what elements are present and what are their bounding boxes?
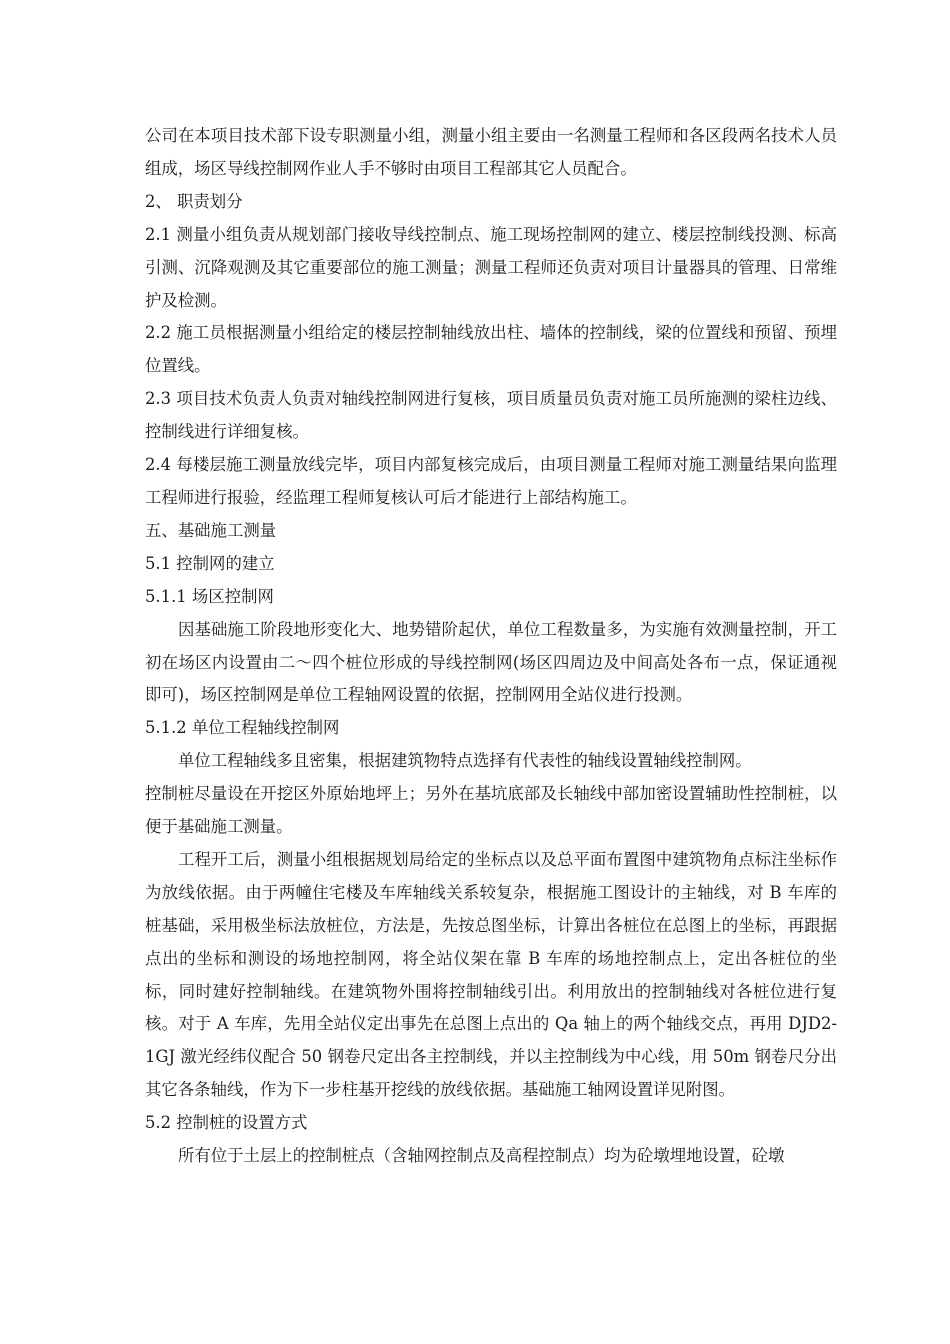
paragraph-control-pile-placement: 控制桩尽量设在开挖区外原始地坪上；另外在基坑底部及长轴线中部加密设置辅助性控制桩，以便于基础施工测量。	[145, 784, 837, 837]
paragraph-2-3: 2.3 项目技术负责人负责对轴线控制网进行复核，项目质量员负责对施工员所施测的梁柱边线、控制线进行详细复核。	[145, 389, 837, 442]
paragraph-team-composition: 公司在本项目技术部下设专职测量小组，测量小组主要由一名测量工程师和各区段两名技术人员组成，场区导线控制网作业人手不够时由项目工程部其它人员配合。	[145, 126, 837, 178]
heading-5-1-1: 5.1.1 场区控制网	[145, 586, 274, 606]
heading-5-1-2: 5.1.2 单位工程轴线控制网	[145, 718, 340, 738]
paragraph-2-2: 2.2 施工员根据测量小组给定的楼层控制轴线放出柱、墙体的控制线，梁的位置线和预留、预埋位置线。	[145, 323, 837, 376]
paragraph-site-control-network: 因基础施工阶段地形变化大、地势错阶起伏，单位工程数量多，为实施有效测量控制，开工初在场区内设置由二～四个桩位形成的导线控制网(场区四周边及中间高处各布一点，保证通视即可)，场区控制网是单位工程轴网设置的依据，控制网用全站仪进行投测。	[145, 619, 837, 705]
heading-5-2: 5.2 控制桩的设置方式	[145, 1113, 308, 1133]
paragraph-2-1: 2.1 测量小组负责从规划部门接收导线控制点、施工现场控制网的建立、楼层控制线投测、标高引测、沉降观测及其它重要部位的施工测量；测量工程师还负责对项目计量器具的管理、日常维护及检测。	[145, 224, 837, 310]
paragraph-layout-method: 工程开工后，测量小组根据规划局给定的坐标点以及总平面布置图中建筑物角点标注坐标作为放线依据。由于两幢住宅楼及车库轴线关系较复杂，根据施工图设计的主轴线，对 B 车库的桩基础，采用极坐标法放桩位，方法是，先按总图坐标，计算出各桩位在总图上的坐标，再跟据点出的坐标和测设的场地控制网，将全站仪架在靠 B 车库的场地控制点上，定出各桩位的坐标，同时建好控制轴线。在建筑物外围将控制轴线引出。利用放出的控制轴线对各桩位进行复核。对于 A 车库，先用全站仪定出事先在总图上点出的 Qa 轴上的两个轴线交点，再用 DJD2-1GJ 激光经纬仪配合 50 钢卷尺定出各主控制线，并以主控制线为中心线，用 50m 钢卷尺分出其它各条轴线，作为下一步柱基开挖线的放线依据。基础施工轴网设置详见附图。	[145, 849, 837, 1100]
paragraph-axis-network-intro: 单位工程轴线多且密集，根据建筑物特点选择有代表性的轴线设置轴线控制网。	[178, 751, 752, 771]
heading-responsibilities: 2、 职责划分	[145, 191, 243, 211]
paragraph-control-pile-setting: 所有位于土层上的控制桩点（含轴网控制点及高程控制点）均为砼墩埋地设置，砼墩	[178, 1146, 785, 1166]
heading-section-5: 五、基础施工测量	[145, 520, 277, 540]
heading-5-1: 5.1 控制网的建立	[145, 553, 275, 573]
paragraph-2-4: 2.4 每楼层施工测量放线完毕，项目内部复核完成后，由项目测量工程师对施工测量结果向监理工程师进行报验，经监理工程师复核认可后才能进行上部结构施工。	[145, 455, 837, 507]
document-body	[145, 120, 837, 1173]
